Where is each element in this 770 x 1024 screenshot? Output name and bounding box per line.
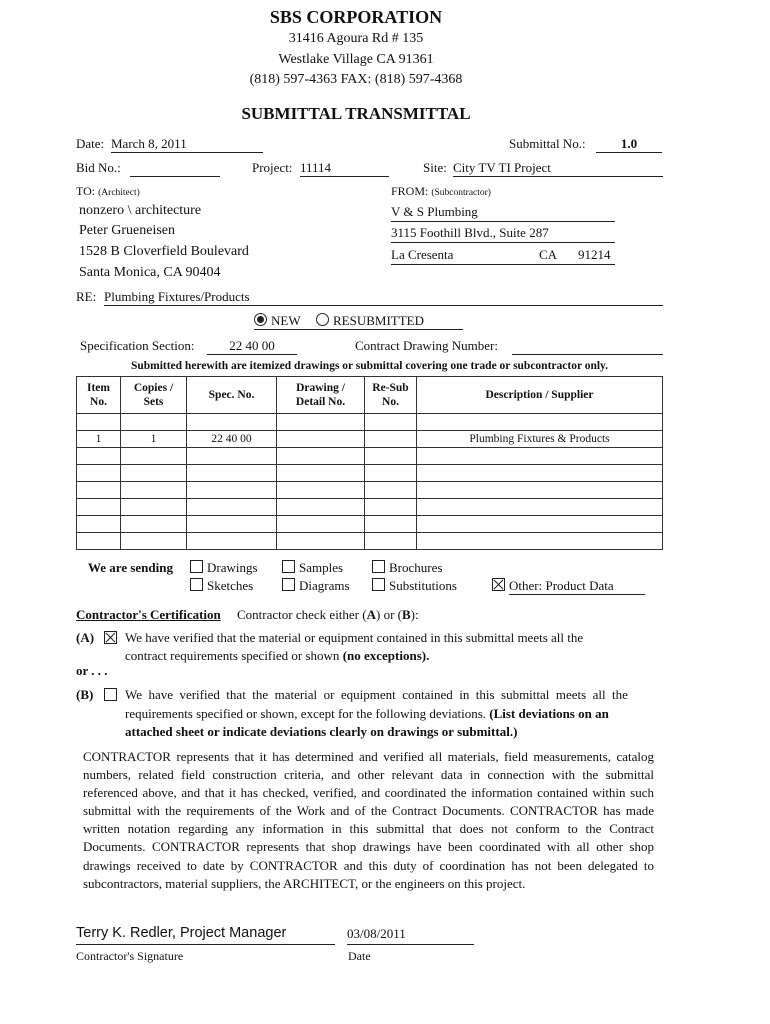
signature-field[interactable]: Terry K. Redler, Project Manager: [76, 925, 335, 945]
col-copies-header: Copies / Sets: [121, 377, 187, 414]
contract-drawing-label: Contract Drawing Number:: [355, 338, 498, 353]
sending-diagrams[interactable]: Diagrams: [282, 578, 350, 594]
spec-section-label: Specification Section:: [80, 338, 195, 353]
table-row[interactable]: [77, 431, 663, 448]
certification-heading: Contractor's Certification Contractor check either (A) or (B):: [76, 607, 419, 622]
col-drawing-header: Drawing / Detail No.: [277, 377, 365, 414]
table-caption: Submitted herewith are itemized drawings or submittal covering one trade or subcontractor only.: [130, 360, 609, 372]
form-title: SUBMITTAL TRANSMITTAL: [241, 104, 471, 123]
sending-label: We are sending: [88, 560, 173, 575]
to-line-1: nonzero \ architecture: [79, 203, 202, 218]
diagrams-checkbox[interactable]: [282, 578, 295, 591]
or-label: or . . .: [76, 663, 108, 678]
resubmitted-radio[interactable]: [316, 313, 329, 326]
contract-drawing-field[interactable]: [512, 338, 663, 355]
option-a-text-1: We have verified that the material or equipment contained in this submittal meets all the: [125, 630, 584, 645]
table-row[interactable]: [77, 465, 663, 482]
bid-no-label: Bid No.:: [76, 160, 121, 175]
company-address-2: Westlake Village CA 91361: [278, 52, 434, 67]
option-b-text-2: requirements specified or shown, except for the following deviations. (List deviations on an: [125, 706, 609, 721]
cell-spec[interactable]: 22 40 00: [187, 431, 277, 448]
to-label: TO: (Architect): [76, 184, 140, 198]
sending-substitutions[interactable]: Substitutions: [372, 578, 457, 594]
new-radio[interactable]: [254, 313, 267, 326]
col-resub-header: Re-Sub No.: [365, 377, 417, 414]
from-zip[interactable]: 91214: [578, 247, 611, 262]
brochures-checkbox[interactable]: [372, 560, 385, 573]
to-line-3: 1528 B Cloverfield Boulevard: [79, 244, 249, 259]
cell-resub[interactable]: [365, 431, 417, 448]
cell-description[interactable]: Plumbing Fixtures & Products: [417, 431, 663, 448]
company-address-1: 31416 Agoura Rd # 135: [288, 31, 424, 46]
site-field[interactable]: City TV TI Project: [453, 160, 663, 177]
from-state[interactable]: CA: [539, 247, 558, 262]
substitutions-checkbox[interactable]: [372, 578, 385, 591]
contractor-paragraph: CONTRACTOR represents that it has determined and verified all materials, field measurements, catalog numbers, related field construction criteria, and other relevant data in connection with the submittal referenced above, and that it has checked, verified, and coordinated the information contained within such submittal with the requirements of the Work and of the Contract Documents. CONTRACTOR has made written notation regarding any information in this submittal that does not conform to the Contract Documents. CONTRACTOR represents that shop drawings have been coordinated with all other shop drawings received to date by CONTRACTOR and this duty of coordination has not been delegated to subcontractors, material suppliers, the ARCHITECT, or the engineers on this project.: [83, 749, 654, 891]
table-row[interactable]: [77, 499, 663, 516]
site-label: Site:: [423, 160, 447, 175]
certification-title: Contractor's Certification: [76, 607, 221, 622]
drawings-checkbox[interactable]: [190, 560, 203, 573]
re-field[interactable]: Plumbing Fixtures/Products: [104, 289, 663, 306]
option-b-label: (B): [76, 687, 94, 702]
col-item-header: Item No.: [77, 377, 121, 414]
table-row[interactable]: [77, 482, 663, 499]
project-field[interactable]: 11114: [300, 160, 389, 177]
cell-copies[interactable]: 1: [121, 431, 187, 448]
option-b-checkbox[interactable]: [104, 688, 117, 701]
col-description-header: Description / Supplier: [417, 377, 663, 414]
from-label: FROM: (Subcontractor): [391, 184, 491, 198]
company-name: SBS CORPORATION: [269, 7, 443, 27]
option-a-checkbox[interactable]: [104, 631, 117, 644]
sending-drawings[interactable]: Drawings: [190, 560, 258, 576]
samples-checkbox[interactable]: [282, 560, 295, 573]
sending-brochures[interactable]: Brochures: [372, 560, 442, 576]
items-table: [76, 376, 663, 550]
option-a-label: (A): [76, 630, 95, 645]
date-signed-field[interactable]: 03/08/2011: [347, 926, 474, 945]
option-b-text-1: We have verified that the material or equipment contained in this submittal meets all the: [125, 687, 628, 702]
sending-sketches[interactable]: Sketches: [190, 578, 253, 594]
other-checkbox[interactable]: [492, 578, 505, 591]
cell-item[interactable]: 1: [77, 431, 121, 448]
bid-no-field[interactable]: [130, 160, 220, 177]
re-label: RE:: [76, 289, 97, 304]
project-label: Project:: [252, 160, 293, 175]
sending-samples[interactable]: Samples: [282, 560, 343, 576]
option-a-checkbox-wrap[interactable]: [104, 630, 121, 648]
table-header-row: [77, 377, 663, 414]
sketches-checkbox[interactable]: [190, 578, 203, 591]
date-field[interactable]: March 8, 2011: [111, 136, 263, 153]
date-label: Date:: [76, 136, 105, 151]
spec-section-field[interactable]: 22 40 00: [207, 338, 297, 355]
table-row[interactable]: [77, 448, 663, 465]
option-b-checkbox-wrap[interactable]: [104, 687, 121, 705]
table-row[interactable]: [77, 516, 663, 533]
option-b-text-3: attached sheet or indicate deviations clearly on drawings or submittal.): [125, 724, 518, 739]
status-resubmitted-option[interactable]: RESUBMITTED: [316, 313, 424, 329]
signature-label: Contractor's Signature: [76, 949, 184, 963]
from-line-2[interactable]: 3115 Foothill Blvd., Suite 287: [391, 225, 615, 243]
col-spec-header: Spec. No.: [187, 377, 277, 414]
from-line-1[interactable]: V & S Plumbing: [391, 204, 615, 222]
to-line-2: Peter Grueneisen: [79, 223, 176, 238]
table-spacer-row: [77, 414, 663, 431]
sending-other[interactable]: Other: Product Data: [492, 578, 645, 595]
to-line-4: Santa Monica, CA 90404: [79, 265, 221, 280]
submittal-no-label: Submittal No.:: [509, 136, 586, 151]
status-new-option[interactable]: NEW: [254, 313, 301, 329]
cell-drawing[interactable]: [277, 431, 365, 448]
date-signed-label: Date: [348, 949, 371, 963]
company-phones: (818) 597-4363 FAX: (818) 597-4368: [249, 72, 463, 87]
from-city[interactable]: La Cresenta: [391, 247, 454, 262]
option-a-text-2: contract requirements specified or shown (no exceptions).: [125, 648, 430, 663]
table-row[interactable]: [77, 533, 663, 550]
status-underline: [254, 329, 463, 330]
submittal-no-field[interactable]: 1.0: [596, 136, 662, 153]
